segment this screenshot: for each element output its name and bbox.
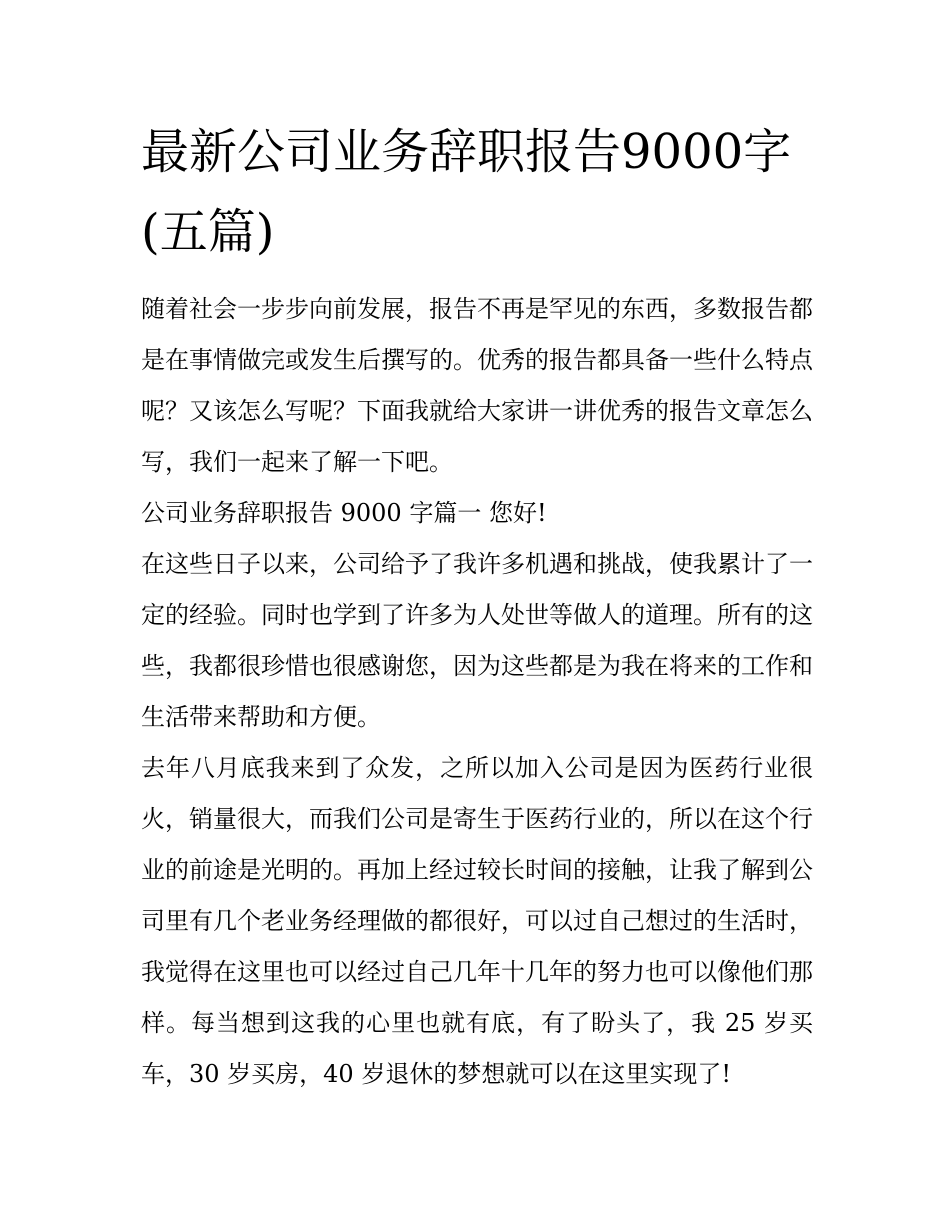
body-paragraph-1: 在这些日子以来，公司给予了我许多机遇和挑战，使我累计了一定的经验。同时也学到了许多为人处世等做人的道理。所有的这些，我都很珍惜也很感谢您，因为这些都是为我在将来的工作和生活带来帮助和方便。 xyxy=(141,550,813,731)
intro-paragraph: 随着社会一步步向前发展，报告不再是罕见的东西，多数报告都是在事情做完或发生后撰写的。优秀的报告都具备一些什么特点呢？又该怎么写呢？下面我就给大家讲一讲优秀的报告文章怎么写，我们一起来了解一下吧。 xyxy=(141,295,813,476)
document-body xyxy=(141,284,813,1100)
body-paragraph-2: 去年八月底我来到了众发，之所以加入公司是因为医药行业很火，销量很大，而我们公司是寄生于医药行业的，所以在这个行业的前途是光明的。再加上经过较长时间的接触，让我了解到公司里有几个老业务经理做的都很好，可以过自己想过的生活时，我觉得在这里也可以经过自己几年十几年的努力也可以像他们那样。每当想到这我的心里也就有底，有了盼头了，我 25 岁买车，30 岁买房，40 岁退休的梦想就可以在这里实现了! xyxy=(141,754,813,1088)
document-page xyxy=(141,112,813,1100)
section-heading: 公司业务辞职报告 9000 字篇一 您好! xyxy=(141,499,547,527)
document-title: 最新公司业务辞职报告9000字(五篇) xyxy=(141,124,792,260)
